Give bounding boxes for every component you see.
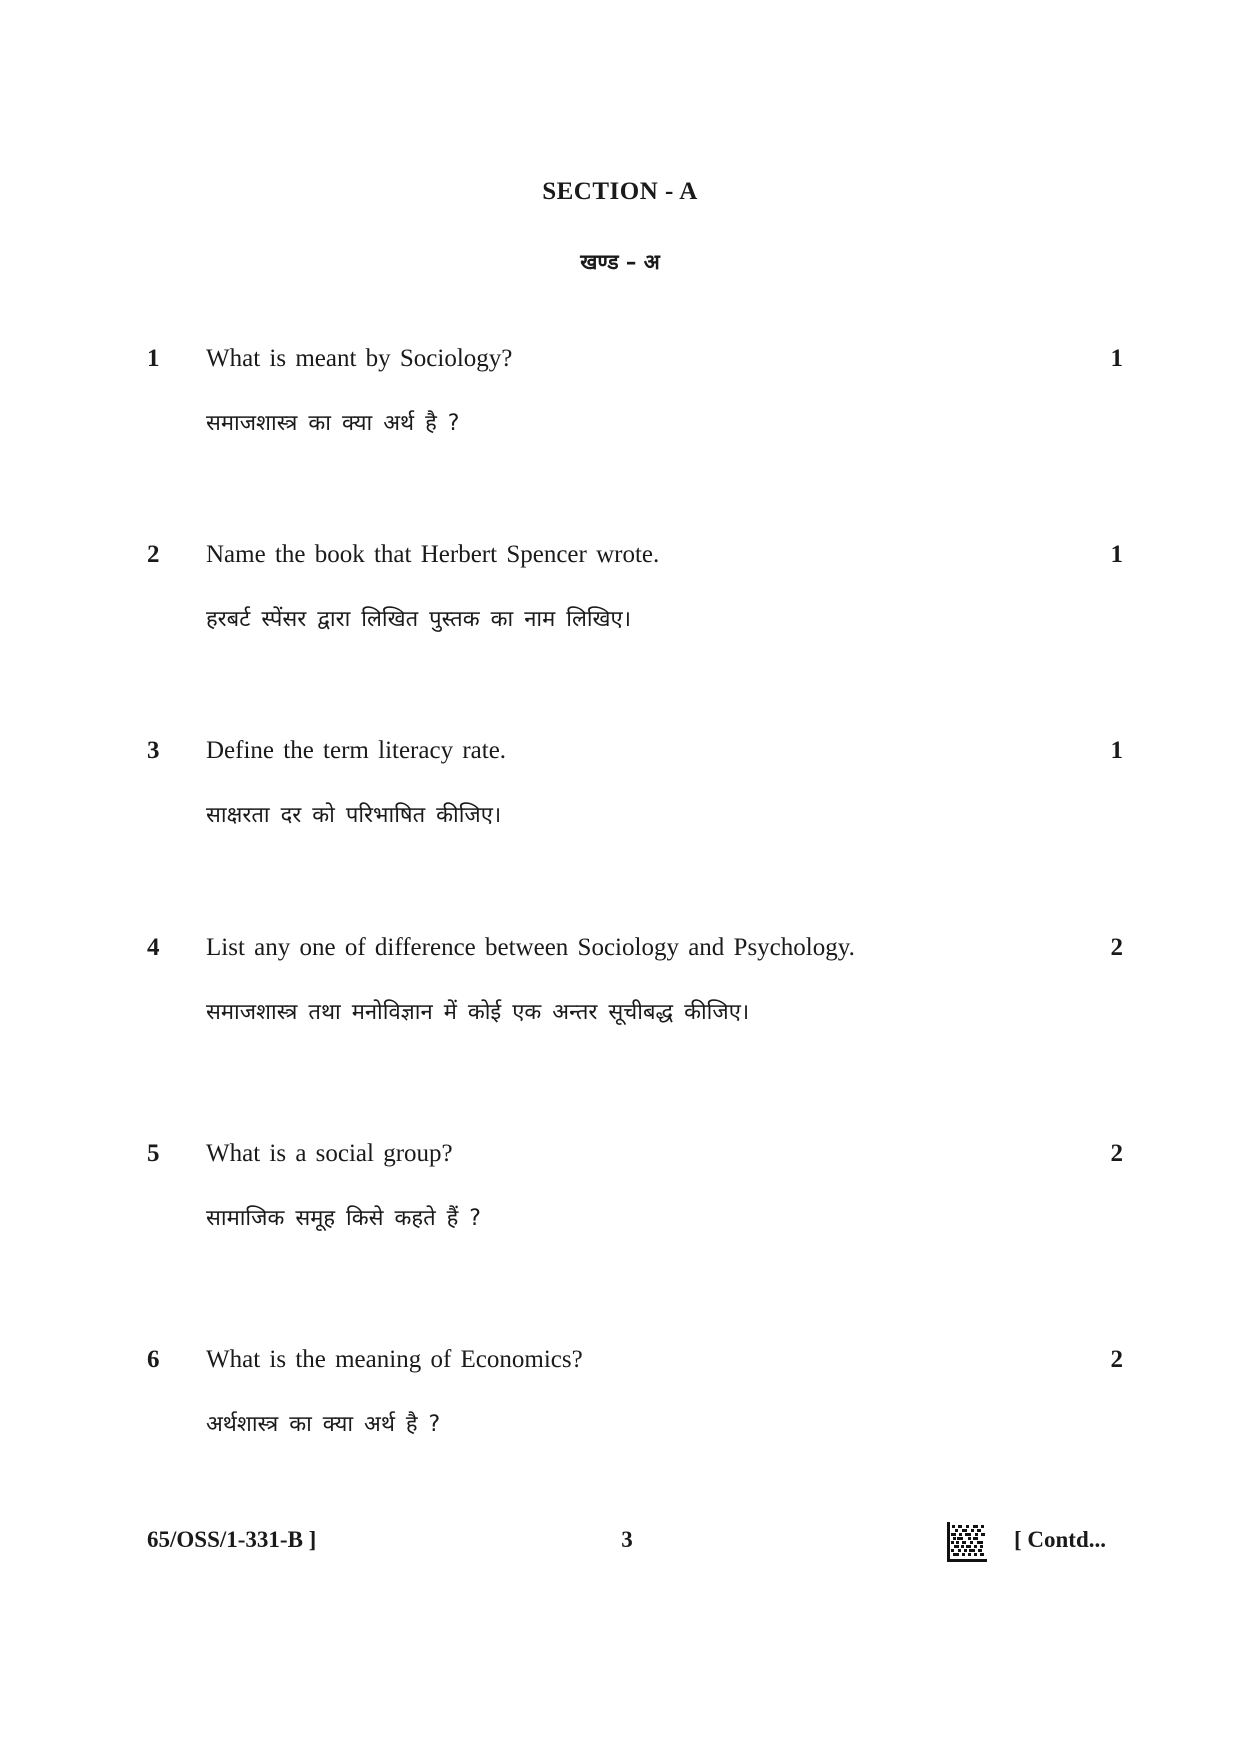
continued-label: [ Contd... [1014, 1527, 1107, 1552]
question-text: What is meant by Sociology? [206, 345, 513, 372]
question-number: 1 [147, 345, 160, 372]
question-text-hindi: सामाजिक समूह किसे कहते हैं ? [206, 1206, 481, 1231]
question-text-hindi: समाजशास्त्र तथा मनोविज्ञान में कोई एक अन्तर सूचीबद्ध कीजिए। [206, 1000, 750, 1025]
question-marks: 1 [1110, 345, 1123, 372]
question-number: 6 [147, 1346, 160, 1373]
question-text-hindi: साक्षरता दर को परिभाषित कीजिए। [206, 803, 502, 828]
question-number: 4 [147, 934, 160, 961]
section-title-hindi: खण्ड – अ [580, 250, 660, 274]
question-text: List any one of difference between Sociology and Psychology. [206, 934, 855, 961]
section-title: SECTION - A [542, 178, 698, 205]
question-marks: 1 [1110, 541, 1123, 568]
question-item [0, 1346, 1240, 1466]
question-text-hindi: अर्थशास्त्र का क्या अर्थ है ? [206, 1412, 441, 1437]
question-marks: 2 [1110, 1346, 1123, 1373]
question-number: 5 [147, 1140, 160, 1167]
question-item [0, 345, 1240, 465]
question-number: 2 [147, 541, 160, 568]
question-text-hindi: हरबर्ट स्पेंसर द्वारा लिखित पुस्तक का नाम लिखिए। [206, 607, 632, 632]
question-text: What is a social group? [206, 1140, 453, 1167]
question-item [0, 541, 1240, 661]
question-item [0, 737, 1240, 857]
question-text: Define the term literacy rate. [206, 737, 507, 764]
question-marks: 2 [1110, 1140, 1123, 1167]
question-marks: 1 [1110, 737, 1123, 764]
question-item [0, 934, 1240, 1054]
question-text: Name the book that Herbert Spencer wrote. [206, 541, 660, 568]
paper-code: 65/OSS/1-331-B ] [147, 1527, 317, 1552]
question-item [0, 1140, 1240, 1260]
question-marks: 2 [1110, 934, 1123, 961]
question-number: 3 [147, 737, 160, 764]
page-number: 3 [621, 1527, 633, 1552]
question-text: What is the meaning of Economics? [206, 1346, 583, 1373]
question-text-hindi: समाजशास्त्र का क्या अर्थ है ? [206, 411, 460, 436]
qr-code-icon [947, 1522, 987, 1562]
